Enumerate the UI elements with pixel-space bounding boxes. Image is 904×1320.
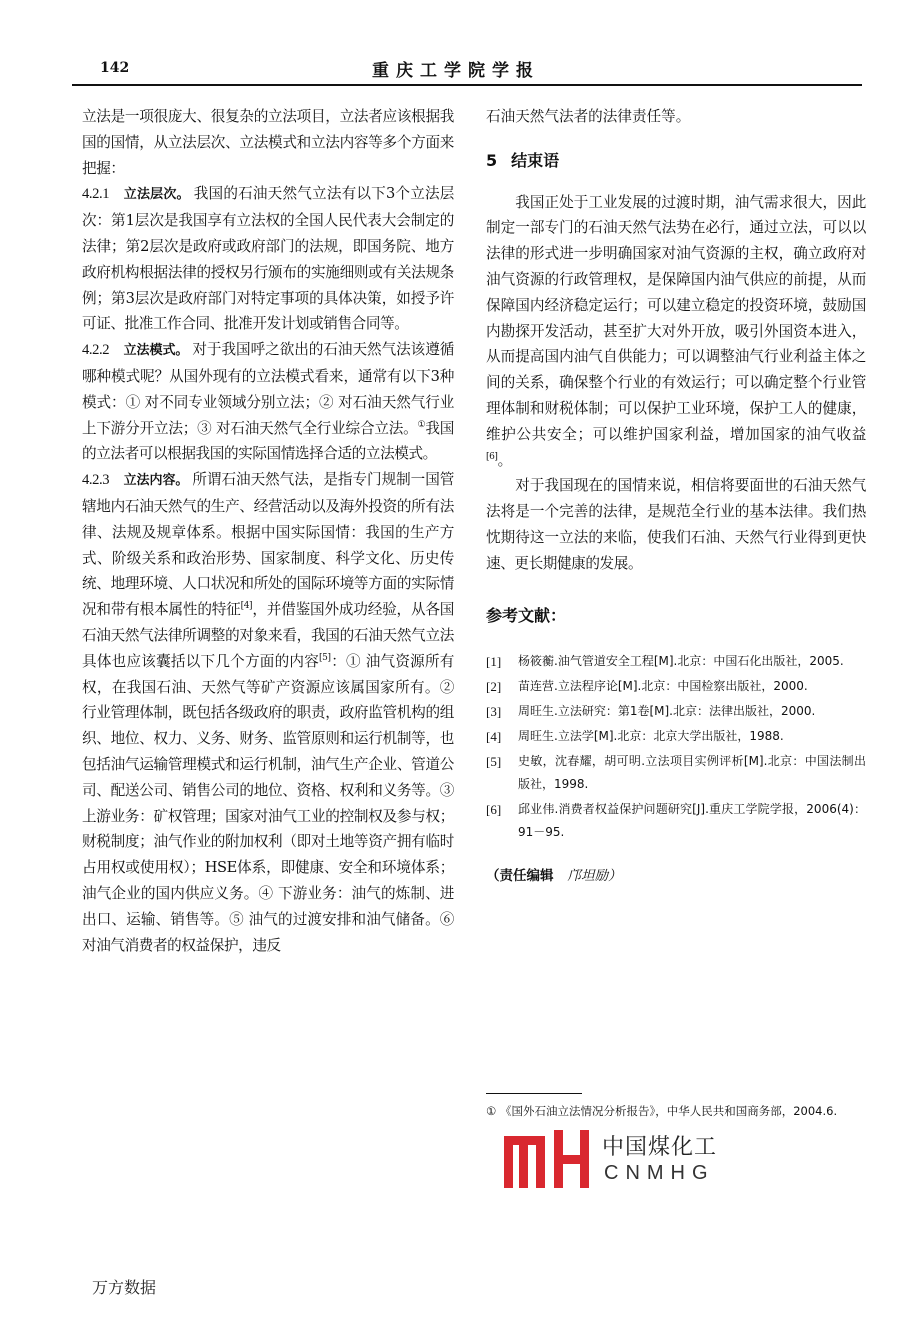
subsection-text: ：① 油气资源所有权，在我国石油、天然气等矿产资源应该属国家所有。② 行业管理体制，既包括各级政府的职责，政府监管机构的组织、地位、权力、义务、财务、监管原则和运行机制等，也包括油气运输管理模式和运行机制，油气生产企业、管道公司、配送公司、销售公司的地位、资格、权利和义务等。③ 上游业务：矿权管理；国家对油气工业的控制权及参与权；财税制度；油气作业的附加权利（即对土地等资产拥有临时占用权或使用权）；HSE体系，即健康、安全和环境体系；油气企业的国内供应义务。④ 下游业务：油气的炼制、进出口、运输、销售等。⑤ 油气的过渡安排和油气储备。⑥ 对油气消费者的权益保护，违反 — [82, 652, 454, 954]
footnote-divider — [486, 1093, 582, 1094]
section-heading-conclusion — [486, 148, 866, 174]
subsection-4-2-3 — [82, 467, 454, 958]
reference-list — [486, 650, 866, 844]
reference-text: 史敏，沈春耀，胡可明.立法项目实例评析[M].北京：中国法制出版社，1998. — [518, 754, 866, 792]
left-column — [82, 104, 454, 958]
subsection-title: 立法层次。 — [123, 187, 190, 203]
subsection-4-2-1 — [82, 181, 454, 337]
citation-6: [6] — [486, 451, 498, 462]
running-header — [72, 54, 862, 86]
reference-text: 周旺生.立法学[M].北京：北京大学出版社，1988. — [518, 729, 784, 744]
footnote-text: 《国外石油立法情况分析报告》，中华人民共和国商务部，2004.6. — [499, 1104, 838, 1118]
citation-4: [4] — [240, 601, 253, 612]
section-number: 5 — [486, 150, 498, 170]
reference-text: 杨筱蘅.油气管道安全工程[M].北京：中国石化出版社，2005. — [518, 654, 844, 669]
subsection-text: ，并借鉴国外成功经验，从各国石油天然气法律所调整的对象来看，我国的石油天然气立法具体也应该囊括以下几个方面的内容 — [82, 601, 454, 670]
subsection-text: 对于我国呼之欲出的石油天然气法该遵循哪种模式呢？从国外现有的立法模式看来，通常有以下3种模式：① 对不同专业领域分别立法；② 对石油天然气行业上下游分开立法；③ 对石油天然气全行业综合立法。 — [82, 341, 454, 437]
reference-item — [486, 650, 866, 673]
reference-number: [1] — [486, 654, 502, 670]
reference-text: 周旺生.立法研究：第1卷[M].北京：法律出版社，2000. — [518, 704, 816, 719]
reference-number: [3] — [486, 704, 502, 720]
reference-text: 苗连营.立法程序论[M].北京：中国检察出版社，2000. — [518, 679, 808, 694]
journal-title: 重庆工学院学报 — [372, 61, 540, 81]
subsection-4-2-2 — [82, 337, 454, 467]
reference-item — [486, 798, 866, 844]
paragraph-end: 。 — [497, 451, 512, 469]
page-number: 142 — [100, 60, 130, 76]
continuation-text: 石油天然气法者的法律责任等。 — [486, 108, 691, 125]
conclusion-paragraph-1 — [486, 190, 866, 474]
editor-name: 邝坦励） — [567, 868, 622, 885]
subsection-text: 我国的立法者可以根据我国的实际国情选择合适的立法模式。 — [82, 419, 454, 463]
paragraph-text: 我国正处于工业发展的过渡时期，油气需求很大，因此制定一部专门的石油天然气法势在必行，通过立法，可以以法律的形式进一步明确国家对油气资源的主权，确立政府对油气资源的行政管理权，是保障国内油气供应的前提，从而保障国内经济稳定运行；可以建立稳定的投资环境，鼓励国内勘探开发活动，甚至扩大对外开放，吸引外国资本进入，从而提高国内油气自供能力；可以调整油气行业利益主体之间的关系，确保整个行业的有效运行；可以确定整个行业管理体制和财税体制；可以保护工业环境，保护工人的健康，维护公共安全；可以维护国家利益，增加国家的油气收益 — [486, 193, 866, 443]
citation-5: [5] — [319, 652, 331, 663]
cnmhg-logo-icon — [502, 1128, 594, 1190]
reference-item — [486, 700, 866, 723]
section-title: 结束语 — [511, 150, 560, 170]
right-column — [486, 104, 866, 890]
subsection-number: 4.2.3 — [82, 472, 110, 489]
reference-item — [486, 725, 866, 748]
reference-number: [2] — [486, 679, 502, 695]
subsection-text: 我国的石油天然气立法有以下3个立法层次：第1层次是我国享有立法权的全国人民代表大会制定的法律；第2层次是政府或政府部门的法规，即国务院、地方政府机构根据法律的授权另行颁布的实施细则或有关法规条例；第3层次是政府部门对特定事项的具体决策，如授予许可证、批准工作合同、批准开发计划或销售合同等。 — [82, 185, 454, 333]
reference-number: [6] — [486, 802, 502, 818]
subsection-text: 所谓石油天然气法，是指专门规制一国管辖地内石油天然气的生产、经营活动以及海外投资的所有法律、法规及规章体系。根据中国实际国情：我国的生产方式、阶级关系和政治形势、国家制度、科学文化、历史传统、地理环境、人口状况和所处的国际环境等方面的实际情况和带有根本属性的特征 — [82, 471, 454, 619]
reference-item — [486, 675, 866, 698]
watermark-english-name: CNMHG — [604, 1162, 715, 1184]
footnote — [486, 1100, 866, 1122]
watermark-chinese-name: 中国煤化工 — [602, 1135, 718, 1160]
footnote-marker: ① — [417, 419, 426, 430]
subsection-title: 立法内容。 — [123, 473, 189, 489]
intro-paragraph: 立法是一项很庞大、很复杂的立法项目，立法者应该根据我国的国情，从立法层次、立法模式和立法内容等多个方面来把握： — [82, 108, 454, 177]
subsection-number: 4.2.2 — [82, 342, 110, 359]
references-heading: 参考文献： — [486, 605, 567, 625]
reference-item — [486, 750, 866, 796]
reference-number: [4] — [486, 729, 502, 745]
footnote-mark: ① — [486, 1104, 497, 1118]
responsible-editor — [486, 864, 866, 890]
conclusion-paragraph-2: 对于我国现在的国情来说，相信将要面世的石油天然气法将是一个完善的法律，是规范全行业的基本法律。我们热忱期待这一立法的来临，使我们石油、天然气行业得到更快速、更长期健康的发展。 — [486, 477, 866, 572]
source-label: 万方数据 — [92, 1278, 157, 1297]
subsection-number: 4.2.1 — [82, 186, 110, 203]
reference-text: 邱业伟.消费者权益保护问题研究[J].重庆工学院学报，2006(4)：91－95. — [518, 802, 866, 840]
watermark — [502, 1128, 722, 1194]
editor-label: （责任编辑 — [486, 868, 554, 885]
reference-number: [5] — [486, 754, 502, 770]
subsection-title: 立法模式。 — [123, 343, 189, 359]
